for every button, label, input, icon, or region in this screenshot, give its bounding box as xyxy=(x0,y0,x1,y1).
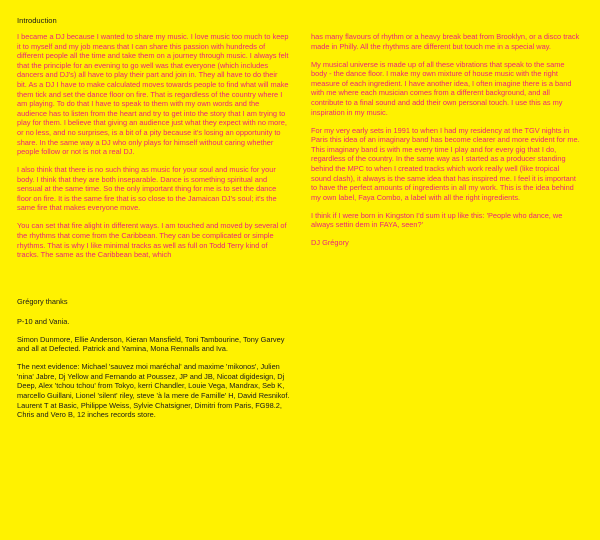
intro-paragraph: I became a DJ because I wanted to share my music. I love music too much to keep it to myself and my job means that I can share this passion with hundreds of different people all the time and take them on a journey through music. I always felt that the principle for an evening to go well was that everyone (which includes dancers and DJ's) all have to play their part and join in. They all have to do their bit. As a DJ I have to make calculated moves towards people to find what will make them tick and set the dance floor on fire. That is regardless of the country where I am playing. To do that I have to speak to them with my own words and the audience has to listen from the heart and try to get into the story that I am trying to play for them. I believe that giving an audience just what they expect with no more, or no less, and no surprises, is a bit of a pity because it's losing an opportunity to share. In the same way a DJ who only plays for himself without caring whether people follow or not is not a real DJ. xyxy=(17,32,289,157)
thanks-paragraph: Simon Dunmore, Ellie Anderson, Kieran Mansfield, Toni Tambourine, Tony Garvey and all at Defected. Patrick and Yamina, Mona Rennalls and Iva. xyxy=(17,334,285,354)
introduction-right-column xyxy=(311,32,581,256)
intro-paragraph: You can set that fire alight in different ways. I am touched and moved by several of the rhythms that come from the Caribbean. They can be complicated or simple rhythms. That is why I like minimal tracks as well as full on Todd Terry kind of tracks. The same as the Caribbean beat, which xyxy=(17,221,287,260)
intro-paragraph: I think if I were born in Kingston I'd sum it up like this: 'People who dance, we always settin dem in FAYA, seen?' xyxy=(311,210,563,230)
thanks-title: Grégory thanks xyxy=(17,297,68,306)
intro-paragraph: My musical universe is made up of all these vibrations that speak to the same body - the dance floor. I make my own mixture of house music with the right measure of each ingredient. I have another idea, I often imagine there is a band with me where each musician comes from a different background, and all contribute to a final sound and add their own personal touch. I use this as my inspiration in my music. xyxy=(311,59,572,117)
intro-paragraph: has many flavours of rhythm or a heavy break beat from Brooklyn, or a disco track made in Philly. All the rhythms are different but touch me in a special way. xyxy=(311,32,580,51)
thanks-section xyxy=(17,297,292,428)
intro-paragraph: For my very early sets in 1991 to when I had my residency at the TGV nights in Paris this idea of an imaginary band has become clearer and more evident for me. This imaginary band is with me every time I play and for every gig that I do, regardless of the country. In the same way as I started as a producer standing behind the MPC to when I created tracks which work really well (like tropical sound clash), it always is the same idea that has inspired me. I feel it is important to have the perfect amounts of ingredients in all my work. This is the idea behind my own label, Faya Combo, a label with all the right ingredients. xyxy=(311,125,580,202)
introduction-heading: Introduction xyxy=(17,16,57,25)
intro-paragraph: I also think that there is no such thing as music for your soul and music for your body. I think that they are both inseparable. Dance is something spiritual and sensual at the same time. So the only important thing for me is to set the dance floor on fire. It is the same fire that is so close to the Jamaican DJ's soul; it's the same fire that makes everyone move. xyxy=(17,165,277,213)
thanks-paragraph: The next evidence: Michael 'sauvez moi maréchal' and maxime 'mikonos', Julien 'nina' Jabre, Dj Yellow and Fernando at Poussez, JP and JB, Nicoat digidesign, Dj Deep, Alex 'tchou tchou' from Tokyo, kerri Chandler, Louie Vega, Mandrax, Seb K, marcello Guillani, Lionel 'silent' riley, steve 'à la mere de Famille' H, David Resnikof. Laurent T at Basic, Philippe Weiss, Sylvie Chatsigner, Dimitri from Paris, FG98.2, Chris and Vero B, 12 inches records store. xyxy=(17,362,290,420)
signature-text: DJ Grégory xyxy=(311,238,349,248)
thanks-paragraph: P-10 and Vania. xyxy=(17,316,70,326)
introduction-left-column xyxy=(17,32,289,268)
